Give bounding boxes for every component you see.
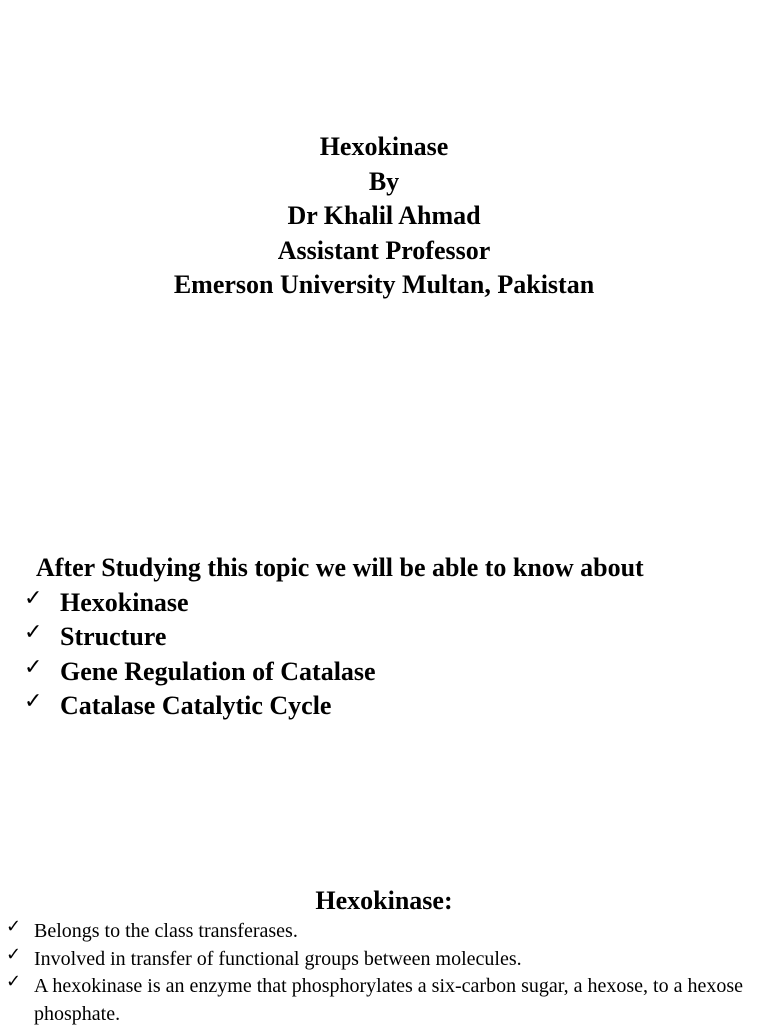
author-position: Assistant Professor: [277, 235, 491, 265]
objective-item: [0, 689, 768, 724]
checkmark-icon: ✓: [24, 585, 43, 611]
bullet-item: [0, 943, 768, 974]
checkmark-icon: ✓: [6, 916, 22, 937]
objective-label: Catalase Catalytic Cycle: [60, 691, 332, 720]
objective-item: [0, 620, 768, 655]
hexokinase-section: [0, 884, 768, 1028]
bullet-text: Belongs to the class transferases.: [34, 920, 298, 942]
bullet-text: A hexokinase is an enzyme that phosphorylates a six-carbon sugar, a hexose, to a hexose phosphate.: [34, 975, 743, 1025]
checkmark-icon: ✓: [24, 654, 43, 680]
author-affiliation: Emerson University Multan, Pakistan: [173, 270, 595, 299]
learning-objectives: [0, 551, 768, 724]
checkmark-icon: ✓: [24, 689, 43, 714]
bullet-item: [0, 918, 768, 946]
checkmark-icon: ✓: [6, 943, 22, 965]
objectives-heading: After Studying this topic we will be able to know about: [36, 553, 644, 582]
bullet-list: [0, 918, 768, 1028]
document-title: Hexokinase: [319, 132, 449, 161]
title-block: [0, 130, 768, 303]
objective-item: [0, 655, 768, 690]
author-name: Dr Khalil Ahmad: [287, 201, 481, 230]
bullet-item: [0, 973, 768, 1028]
byline-by: By: [368, 166, 400, 196]
objective-item: [0, 586, 768, 621]
objective-label: Hexokinase: [60, 587, 189, 617]
objective-label: Structure: [60, 622, 167, 651]
checkmark-icon: ✓: [6, 971, 22, 992]
objective-label: Gene Regulation of Catalase: [60, 656, 376, 686]
bullet-text: Involved in transfer of functional groups between molecules.: [34, 947, 522, 970]
section-heading: Hexokinase:: [315, 886, 453, 915]
checkmark-icon: ✓: [24, 620, 43, 645]
